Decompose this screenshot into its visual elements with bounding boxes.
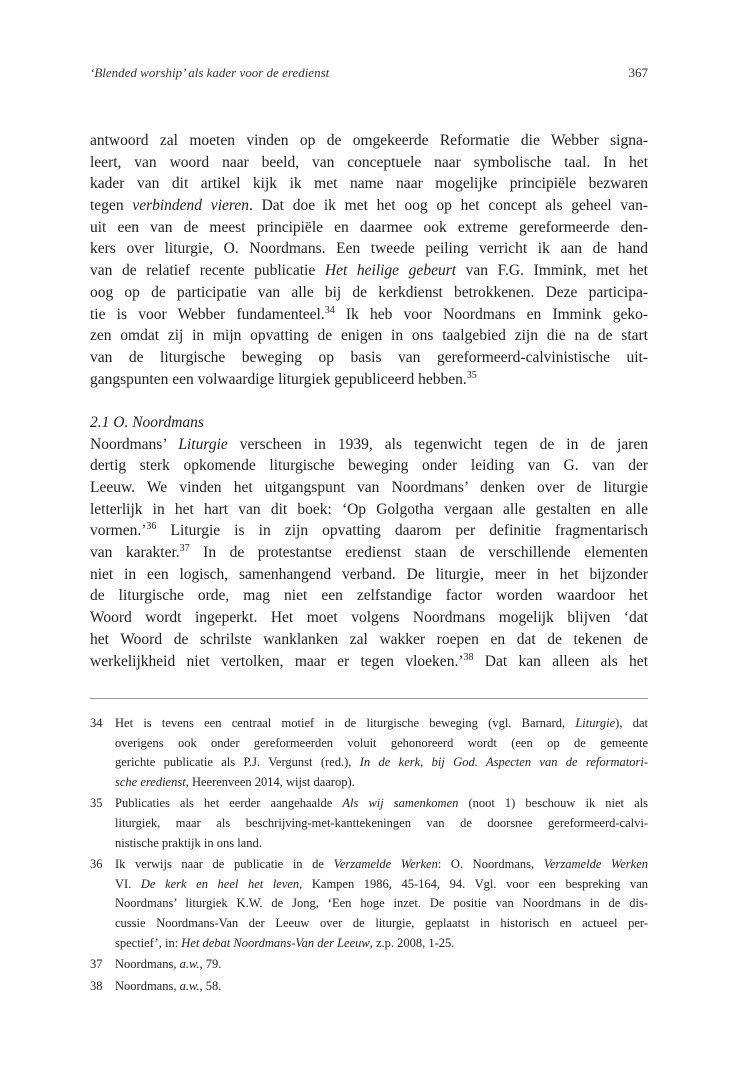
text-line — [115, 875, 648, 895]
footnote-divider — [90, 698, 648, 699]
text-line — [90, 585, 648, 607]
italic-title: De kerk en heel het leven — [140, 876, 300, 891]
text-line — [90, 325, 648, 347]
text: Ik heb voor Noordmans en Immink geko- — [334, 305, 648, 323]
text: vormen.’ — [90, 522, 147, 540]
text: Noordmans’ — [90, 435, 179, 453]
footnote-text — [115, 955, 648, 975]
text: Liturgie is in zijn opvatting daarom per definitie fragmentarisch — [156, 522, 648, 540]
text: ), dat — [615, 716, 648, 730]
text: van de liturgische beweging op basis van gereformeerd-calvinistische uit- — [90, 348, 648, 366]
text: , Kampen 1986, 45-164, 94. Vgl. voor een bespreking van — [299, 876, 648, 891]
text-line — [90, 130, 648, 152]
footnote-ref[interactable]: 35 — [466, 369, 477, 381]
text-line — [90, 238, 648, 260]
text-line — [90, 173, 648, 195]
text: Leeuw. We vinden het uitgangspunt van Noordmans’ denken over de liturgie — [90, 479, 648, 496]
page-number: 367 — [628, 65, 648, 80]
text-line — [90, 477, 648, 499]
text: spectief’, in: — [115, 935, 182, 950]
text-line — [90, 520, 648, 542]
text-line — [115, 834, 648, 854]
text: werkelijkheid niet vertolken, maar er tegen vloeken.’ — [90, 652, 464, 670]
text: niet in een logisch, samenhangend verband. De liturgie, meer in het bijzonder — [90, 565, 648, 583]
italic-title: Liturgie — [178, 435, 228, 453]
text-line — [90, 651, 648, 673]
footnote-number: 37 — [90, 957, 103, 972]
footnote-number: 38 — [90, 978, 103, 993]
text: gangspunten een volwaardige liturgiek gepubliceerd hebben. — [90, 370, 467, 388]
text: Noordmans’ liturgiek K.W. de Jong, ‘Een hoge inzet. De positie van Noordmans in de dis- — [115, 896, 648, 911]
footnote-text — [115, 855, 648, 953]
text-line — [115, 934, 648, 954]
text: tegen — [90, 197, 133, 215]
text: tie is voor Webber fundamenteel. — [90, 305, 325, 323]
text: uit een van de meest principiële en daarmee ook extreme gereformeerde den- — [90, 218, 648, 236]
footnote-number: 36 — [90, 857, 103, 872]
text: cussie Noordmans-Van der Leeuw over de liturgie, geplaatst in historisch en actueel per- — [115, 915, 648, 930]
italic-term: verbindend vieren — [132, 197, 249, 215]
text-line — [115, 714, 648, 734]
paragraph-1 — [90, 130, 648, 390]
text: van karakter. — [90, 544, 180, 562]
text-line — [115, 814, 648, 834]
text: de liturgische orde, mag niet een zelfstandige factor worden waardoor het — [90, 587, 648, 605]
text-line — [90, 434, 648, 456]
text: kader van dit artikel kijk ik met name naar mogelijke principiële bezwaren — [90, 175, 648, 193]
paragraph-gap — [90, 390, 648, 412]
footnote-ref[interactable]: 38 — [463, 651, 474, 663]
text: Het is tevens een centraal motief in de liturgische beweging (vgl. Barnard, — [115, 716, 576, 730]
text: , z.p. 2008, 1-25. — [369, 935, 455, 950]
footnote-ref[interactable]: 36 — [146, 521, 157, 533]
italic-title: Het debat Noordmans-Van der Leeuw — [181, 935, 370, 950]
text: nistische praktijk in ons land. — [115, 835, 262, 850]
text: In de protestantse eredienst staan de verschillende elementen — [189, 544, 648, 562]
text: , 58. — [199, 978, 222, 993]
text-line — [90, 629, 648, 651]
footnote-ref[interactable]: 37 — [179, 543, 190, 555]
text: Ik verwijs naar de publicatie in de — [115, 857, 334, 872]
text: antwoord zal moeten vinden op de omgekeerde Reformatie die Webber signa- — [90, 132, 648, 149]
text-line — [115, 753, 648, 773]
text: Publicaties als het eerder aangehaalde — [115, 796, 343, 811]
text: (noot 1) beschouw ik niet als — [458, 796, 648, 811]
footnote-34 — [90, 714, 648, 792]
text: , Heerenveen 2014, wijst daarop). — [185, 774, 355, 789]
text: Dat kan alleen als het — [473, 652, 648, 670]
footnote-text — [115, 714, 648, 792]
text-line — [115, 855, 648, 875]
italic-title: In de kerk, bij God. Aspecten van de reformatori- — [359, 755, 648, 770]
text: dertig sterk opkomende liturgische beweging onder leiding van G. van der — [90, 457, 648, 475]
text-line — [90, 152, 648, 174]
footnote-number: 34 — [90, 716, 103, 730]
text: . Dat doe ik met het oog op het concept als geheel van- — [248, 197, 648, 215]
italic-title: Als wij samenkomen — [342, 796, 459, 811]
text: VI. — [115, 876, 141, 891]
running-head — [90, 64, 648, 82]
paragraph-2 — [90, 434, 648, 673]
text-line — [90, 499, 648, 521]
footnotes — [90, 714, 648, 998]
running-head-title: ‘Blended worship’ als kader voor de eredienst — [90, 65, 330, 80]
italic-abbrev: a.w. — [179, 957, 200, 972]
section-heading: 2.1 O. Noordmans — [90, 413, 204, 431]
text: van F.G. Immink, met het — [456, 262, 648, 280]
text-line — [90, 455, 648, 477]
text: liturgiek, maar als beschrijving-met-kanttekeningen van de doorsnee gereformeerd-calvi- — [115, 815, 648, 830]
text-line — [115, 894, 648, 914]
footnote-38 — [90, 977, 648, 997]
italic-title: Verzamelde Werken — [543, 857, 649, 872]
text-line — [115, 773, 648, 793]
text: overigens ook onder gereformeerden voluit gehonoreerd wordt (een op de gemeente — [115, 735, 648, 750]
text-line — [90, 607, 648, 629]
text: leert, van woord naar beeld, van conceptuele naar symbolische taal. In het — [90, 153, 648, 171]
italic-title: sche eredienst — [115, 774, 186, 789]
text-line — [90, 347, 648, 369]
text: gerichte publicatie als P.J. Vergunst (red.), — [115, 755, 360, 770]
text: het Woord de schrilste wanklanken zal wakker roepen en dat de tekenen de — [90, 630, 648, 648]
text: Noordmans, — [115, 978, 180, 993]
italic-title: Verzamelde Werken — [333, 857, 438, 872]
footnote-35 — [90, 794, 648, 853]
text-line — [90, 369, 648, 391]
text: zen omdat zij in mijn opvatting de enigen in ons taalgebied zijn die na de start — [90, 327, 648, 345]
body-text — [90, 130, 648, 672]
text: oog op de participatie van alle bij de kerkdienst betrokkenen. Deze participa- — [90, 283, 648, 301]
text-line — [90, 217, 648, 239]
footnote-36 — [90, 855, 648, 953]
text: Noordmans, — [115, 957, 180, 972]
footnote-number: 35 — [90, 796, 103, 811]
footnote-text — [115, 794, 648, 853]
text: : O. Noordmans, — [437, 857, 544, 872]
text-line — [115, 734, 648, 754]
footnote-ref[interactable]: 34 — [324, 304, 335, 316]
text: Woord wordt ingeperkt. Het moet volgens Noordmans mogelijk blijven ‘dat — [90, 609, 648, 627]
italic-abbrev: a.w. — [179, 978, 200, 993]
text-line — [90, 282, 648, 304]
text-line — [90, 304, 648, 326]
text-line — [90, 195, 648, 217]
italic-title: Liturgie — [575, 716, 616, 730]
text-line — [115, 794, 648, 814]
text: van de relatief recente publicatie — [90, 262, 325, 280]
text-line — [90, 542, 648, 564]
text: letterlijk in het hart van dit boek: ‘Op Golgotha vergaan alle gestalten en alle — [90, 500, 648, 518]
footnote-text — [115, 977, 648, 997]
italic-title: Het heilige gebeurt — [324, 262, 457, 280]
text-line — [90, 564, 648, 586]
text: kers over liturgie, O. Noordmans. Een tweede peiling verricht ik aan de hand — [90, 240, 648, 258]
text-line — [115, 914, 648, 934]
text-line — [90, 260, 648, 282]
footnote-37 — [90, 955, 648, 975]
text: , 79. — [199, 957, 222, 972]
text: verscheen in 1939, als tegenwicht tegen de in de jaren — [227, 435, 648, 453]
